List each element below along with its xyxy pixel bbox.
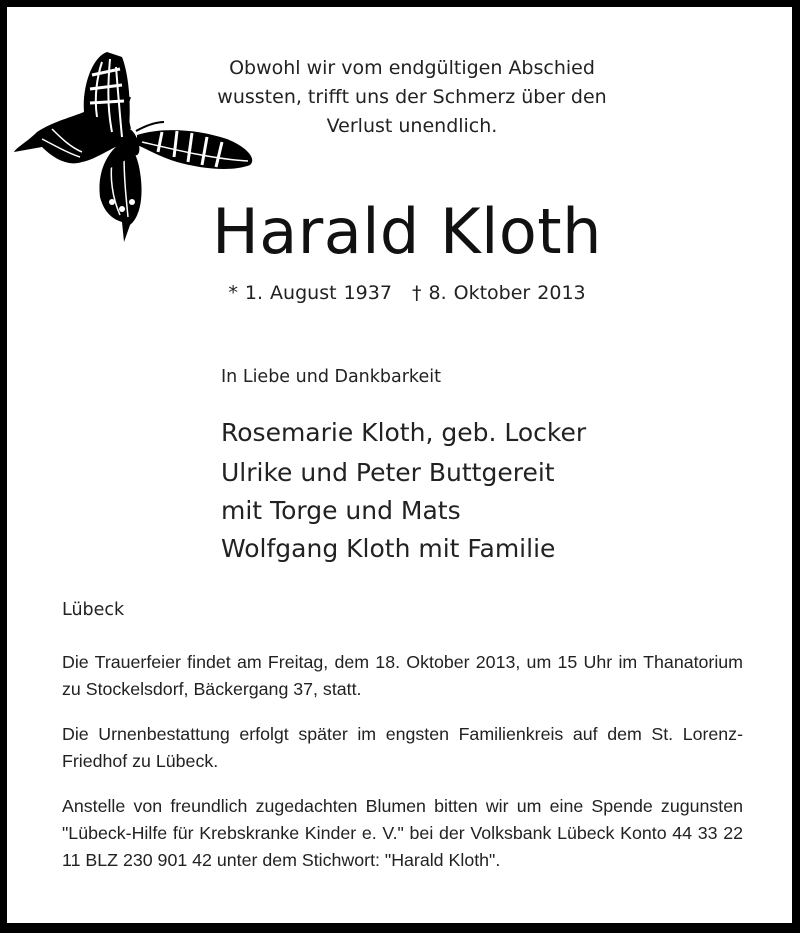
place: Lübeck (62, 600, 125, 620)
mourners-list (221, 414, 586, 568)
memorial-quote (162, 54, 662, 141)
birth-date: * 1. August 1937 (228, 282, 392, 304)
quote-line: Obwohl wir vom endgültigen Abschied (229, 57, 595, 79)
mourner: mit Torge und Mats (221, 496, 461, 525)
quote-line: wussten, trifft uns der Schmerz über den (217, 86, 607, 108)
burial-paragraph: Die Urnenbestattung erfolgt später im engsten Familienkreis auf dem St. Lorenz-Friedhof zu Lübeck. (62, 724, 743, 771)
quote-line: Verlust unendlich. (326, 115, 498, 137)
mourner: Rosemarie Kloth, geb. Locker (221, 418, 587, 447)
obituary-notice (7, 7, 792, 923)
death-date: † 8. Oktober 2013 (411, 282, 586, 304)
life-dates (177, 279, 637, 307)
dedication: In Liebe und Dankbarkeit (221, 367, 441, 387)
funeral-service-paragraph: Die Trauerfeier findet am Freitag, dem 18. Oktober 2013, um 15 Uhr im Thanatorium zu Stockelsdorf, Bäckergang 37, statt. (62, 652, 743, 699)
donation-paragraph: Anstelle von freundlich zugedachten Blumen bitten wir um eine Spende zugunsten "Lübeck-Hilfe für Krebskranke Kinder e. V." bei der Volksbank Lübeck Konto 44 33 22 11 BLZ 230 901 42 unter dem Stichwort: "Harald Kloth". (62, 796, 743, 870)
deceased-name: Harald Kloth (212, 195, 602, 268)
mourner: Wolfgang Kloth mit Familie (221, 534, 556, 563)
mourner: Ulrike und Peter Buttgereit (221, 458, 555, 487)
